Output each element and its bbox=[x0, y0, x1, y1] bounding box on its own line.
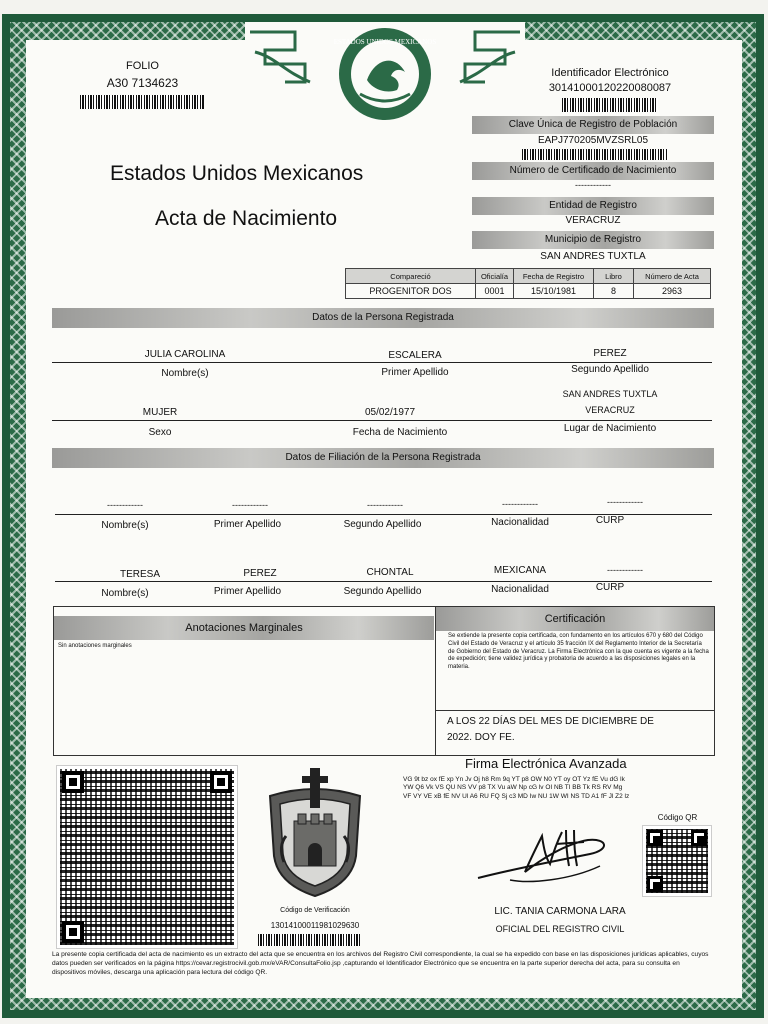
identificador-label: Identificador Electrónico bbox=[551, 67, 669, 79]
parent2-nacionalidad: MEXICANA bbox=[493, 565, 547, 576]
seal-text: ESTADOS UNIDOS MEXICANOS bbox=[333, 38, 437, 46]
cert-number-value: ------------ bbox=[575, 180, 611, 190]
parent1-nombre: ------------ bbox=[107, 500, 143, 510]
person-nombre: JULIA CAROLINA bbox=[144, 349, 226, 360]
curp-barcode bbox=[522, 149, 668, 160]
certificacion-text: Se extiende la presente copia certificada, con fundamento en los artículos 670 y 680 del Código Civil del Estado de Veracruz y el artículo 35 fracción IX del Reglamento Interior de la Secretaría de Gobierno del Estado de Veracruz. La Firma Electrónica con la que cuenta es vigente a la fecha de expedición; tiene validez jurídica y probatoria de acuerdo a las disposiciones legales en la materia. bbox=[448, 633, 709, 671]
registry-value-oficialia: 0001 bbox=[476, 284, 514, 299]
municipio-value: SAN ANDRES TUXTLA bbox=[540, 251, 646, 262]
identificador-barcode bbox=[562, 98, 658, 112]
registry-table-value-row bbox=[346, 284, 711, 299]
parent2-nombre: TERESA bbox=[119, 569, 160, 580]
parent1-nacionalidad: ------------ bbox=[502, 499, 538, 509]
label-nombre: Nombre(s) bbox=[161, 368, 209, 379]
verification-number: 13014100011981029630 bbox=[270, 921, 360, 930]
label-parent2-curp: CURP bbox=[595, 582, 625, 593]
curp-label: Clave Única de Registro de Población bbox=[472, 116, 714, 134]
registry-value-comparecio: PROGENITOR DOS bbox=[346, 284, 476, 299]
person-fecha-nacimiento: 05/02/1977 bbox=[364, 407, 416, 418]
certificacion-title: Certificación bbox=[436, 607, 714, 631]
parent1-curp: ------------ bbox=[607, 497, 643, 507]
parent2-curp: ------------ bbox=[607, 565, 643, 575]
parent2-segundo-apellido: CHONTAL bbox=[366, 567, 414, 578]
anotaciones-title: Anotaciones Marginales bbox=[54, 616, 434, 640]
signer-role: OFICIAL DEL REGISTRO CIVIL bbox=[495, 924, 625, 934]
person-primer-apellido: ESCALERA bbox=[388, 350, 442, 361]
qr-finder-pattern bbox=[62, 921, 84, 943]
firma-hash-line: VF VY VE xB fE NV Ul A6 RU FQ Sj c3 MD Iw NU 1W WI NS TD A1 fF Jl Z2 lz bbox=[403, 792, 630, 800]
registry-header-fecha: Fecha de Registro bbox=[514, 269, 594, 284]
label-parent1-nombre: Nombre(s) bbox=[101, 520, 149, 531]
footer-legal-text: La presente copia certificada del acta de nacimiento es un extracto del acta que se encuentra en los archivos del Registro Civil correspondiente, la cual se ha expedido con base en las disposiciones jurídicas aplicables, cuyos datos pueden ser verificados en la página https://cevar.registrocivil.gob.mx/eVAR/ConsultaFolio.jsp ,capturando el Identificador Electrónico que se encuentra en la parte superior derecha del acta, para su consulta en dispositivos móviles, descarga una aplicación para lectura del código QR. bbox=[52, 951, 709, 976]
cert-number-label: Número de Certificado de Nacimiento bbox=[472, 162, 714, 180]
divider-line bbox=[52, 362, 712, 363]
registry-header-comparecio: Compareció bbox=[346, 269, 476, 284]
registry-header-oficialia: Oficialía bbox=[476, 269, 514, 284]
registry-value-fecha: 15/10/1981 bbox=[514, 284, 594, 299]
qr-finder-pattern bbox=[62, 771, 84, 793]
handwritten-signature bbox=[470, 820, 620, 890]
coat-of-arms-seal bbox=[245, 22, 525, 127]
parent1-primer-apellido: ------------ bbox=[232, 500, 268, 510]
parent1-segundo-apellido: ------------ bbox=[367, 500, 403, 510]
label-parent1-segundo-apellido: Segundo Apellido bbox=[343, 519, 422, 530]
municipio-label: Municipio de Registro bbox=[472, 231, 714, 249]
qr-label: Código QR bbox=[657, 813, 698, 822]
folio-barcode bbox=[80, 95, 204, 109]
firma-hash-line: YW Q6 Vk VS QU NS VV p8 TX Vu aW Np cG lv OI NB TI BB Tk RS RV Mg bbox=[403, 784, 623, 792]
qr-finder-pattern bbox=[691, 830, 707, 846]
label-sexo: Sexo bbox=[148, 427, 172, 438]
label-parent2-nacionalidad: Nacionalidad bbox=[491, 584, 549, 595]
label-parent1-nacionalidad: Nacionalidad bbox=[491, 517, 549, 528]
person-lugar-municipio: SAN ANDRES TUXTLA bbox=[562, 389, 658, 399]
person-lugar-estado: VERACRUZ bbox=[585, 405, 635, 415]
top-ornament bbox=[245, 22, 525, 127]
cert-date-divider bbox=[436, 710, 715, 711]
country-title: Estados Unidos Mexicanos bbox=[110, 162, 364, 185]
firma-title: Firma Electrónica Avanzada bbox=[465, 756, 627, 771]
label-segundo-apellido: Segundo Apellido bbox=[571, 364, 649, 375]
registry-table-header-row bbox=[346, 269, 711, 284]
label-parent2-nombre: Nombre(s) bbox=[101, 588, 149, 599]
registry-header-numero-acta: Número de Acta bbox=[634, 269, 711, 284]
registry-value-libro: 8 bbox=[594, 284, 634, 299]
parent2-primer-apellido: PEREZ bbox=[243, 568, 277, 579]
divider-line bbox=[52, 420, 712, 421]
qr-finder-pattern bbox=[647, 876, 663, 892]
document-title: Acta de Nacimiento bbox=[155, 207, 338, 230]
folio-label: FOLIO bbox=[125, 60, 159, 72]
registry-value-numero-acta: 2963 bbox=[634, 284, 711, 299]
label-parent1-primer-apellido: Primer Apellido bbox=[213, 519, 282, 530]
veracruz-coat-of-arms bbox=[262, 766, 368, 904]
certificacion-date-line1: A LOS 22 DÍAS DEL MES DE DICIEMBRE DE bbox=[447, 716, 654, 727]
person-segundo-apellido: PEREZ bbox=[593, 348, 627, 359]
label-parent2-primer-apellido: Primer Apellido bbox=[213, 586, 282, 597]
registered-person-section-title: Datos de la Persona Registrada bbox=[52, 308, 714, 328]
verification-qr-code bbox=[57, 766, 237, 948]
registry-table bbox=[345, 268, 711, 299]
identificador-value: 30141000120220080087 bbox=[548, 82, 672, 94]
verification-barcode bbox=[258, 934, 360, 946]
label-fecha-nacimiento: Fecha de Nacimiento bbox=[352, 427, 448, 438]
registry-header-libro: Libro bbox=[594, 269, 634, 284]
anotaciones-text: Sin anotaciones marginales bbox=[58, 643, 132, 649]
verification-label: Código de Verificación bbox=[280, 907, 350, 914]
label-lugar-nacimiento: Lugar de Nacimiento bbox=[563, 423, 657, 434]
signer-name: LIC. TANIA CARMONA LARA bbox=[494, 906, 626, 917]
label-primer-apellido: Primer Apellido bbox=[381, 367, 449, 378]
folio-number: A30 7134623 bbox=[106, 76, 179, 90]
entidad-value: VERACRUZ bbox=[565, 215, 621, 226]
qr-finder-pattern bbox=[210, 771, 232, 793]
person-sexo: MUJER bbox=[142, 407, 178, 418]
label-parent2-segundo-apellido: Segundo Apellido bbox=[343, 586, 422, 597]
qr-finder-pattern bbox=[647, 830, 663, 846]
firma-hash bbox=[403, 776, 703, 801]
small-qr-code bbox=[643, 826, 711, 896]
label-parent1-curp: CURP bbox=[595, 515, 625, 526]
curp-value: EAPJ770205MVZSRL05 bbox=[537, 135, 649, 146]
firma-hash-line: VG 9t bz ox fE xp Yn Jv Oj h8 Rm 9q YT p8 OW N0 YT oy OT Yz fE Vu dG lk bbox=[403, 776, 625, 783]
entidad-label: Entidad de Registro bbox=[472, 197, 714, 215]
filiation-section-title: Datos de Filiación de la Persona Registrada bbox=[52, 448, 714, 468]
certificacion-date-line2: 2022. DOY FE. bbox=[447, 732, 515, 743]
